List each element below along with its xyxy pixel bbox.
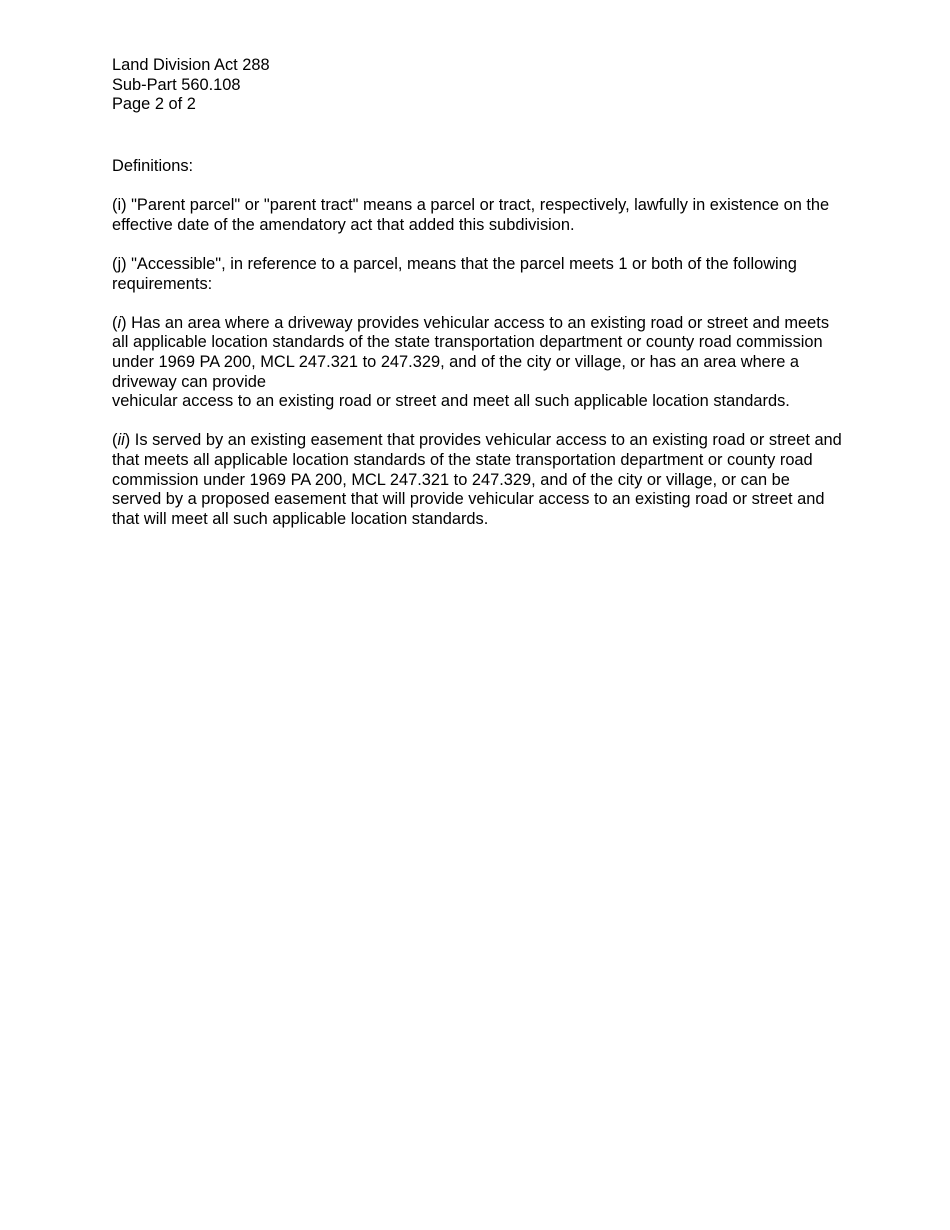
requirement-easement [112, 431, 842, 529]
requirement-driveway [112, 314, 842, 412]
paren-close: ) [124, 431, 131, 450]
definition-parent-parcel: (i) "Parent parcel" or "parent tract" means a parcel or tract, respectively, lawfully in existence on the effective date of the amendatory act that added this subdivision. [112, 196, 830, 234]
header-act-title: Land Division Act 288 [112, 56, 270, 74]
roman-numeral-ii: ii [117, 431, 125, 450]
document-body [112, 157, 842, 549]
requirement-easement-text: Is served by an existing easement that provides vehicular access to an existing road or street and that meets all applicable location standards of the state transportation department or county road commission under 1969 PA 200, MCL 247.321 to 247.329, and of the city or village, or can be served by a proposed easement that will provide vehicular access to an existing road or street and that will meet all such applicable location standards. [112, 431, 842, 528]
definition-accessible: (j) "Accessible", in reference to a parcel, means that the parcel meets 1 or both of the following requirements: [112, 254, 797, 293]
paren-open: ( [112, 313, 118, 332]
roman-numeral-i: i [117, 313, 122, 332]
paren-close: ) [121, 313, 127, 332]
requirement-driveway-text: Has an area where a driveway provides vehicular access to an existing road or street and meets all applicable location standards of the state transportation department or county road commission under 1969 PA 200, MCL 247.321 to 247.329, and of the city or village, or has an area where a driveway can provide [112, 313, 830, 391]
requirement-driveway-first [112, 314, 842, 392]
requirement-driveway-continuation: vehicular access to an existing road or street and meet all such applicable location standards. [112, 392, 790, 411]
paren-open: ( [112, 431, 118, 450]
header-page-number: Page 2 of 2 [112, 95, 196, 114]
document-header [112, 56, 270, 115]
definitions-heading: Definitions: [112, 157, 194, 175]
header-subpart: Sub-Part 560.108 [112, 75, 241, 94]
